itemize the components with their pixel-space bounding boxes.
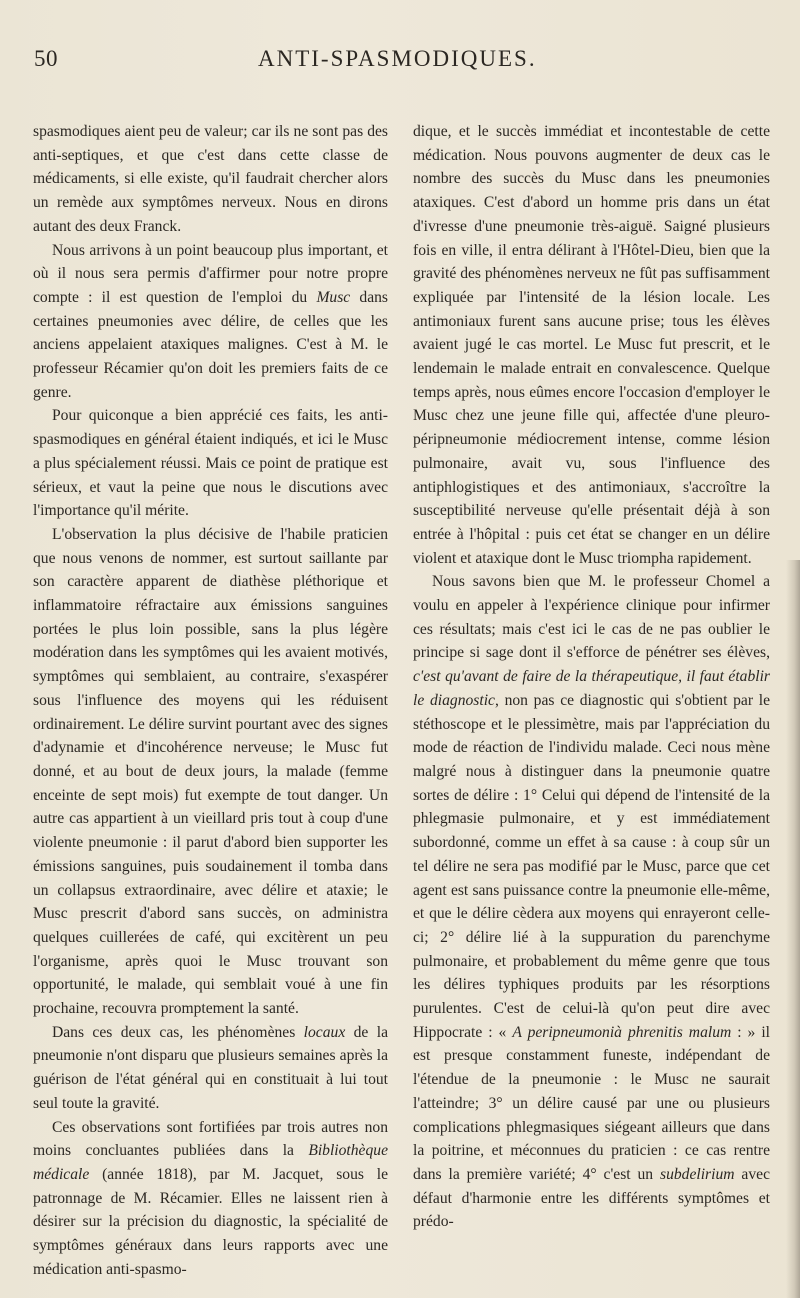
italic-latin-quote: A peripneumonià phrenitis malum <box>512 1023 732 1041</box>
paragraph <box>413 570 770 1234</box>
left-column <box>33 120 388 1281</box>
paragraph-text: Pour quiconque a bien apprécié ces faits, les anti-spasmodiques en général étaient indiqués, et ici le Musc a plus spécialement réussi. Mais ce point de pratique est sérieux, et vaut la peine que nous le discutions avec l'importance qu'il mérite. <box>33 407 388 520</box>
paragraph <box>33 523 388 1021</box>
italic-term: Musc <box>316 288 351 306</box>
paragraph <box>413 120 770 570</box>
paragraph-text: de la pneumonie n'ont disparu que plusieurs semaines après la guérison de l'état général qui en constituait à lui tout seul toute la gravité. <box>33 1023 388 1112</box>
paragraph-text: dique, et le succès immédiat et incontestable de cette médication. Nous pouvons augmenter de deux cas le nombre des succès du Musc dans les pneumonies ataxiques. C'est d'abord un homme pris dans un état d'ivresse d'une pneumonie très-aiguë. Saigné plusieurs fois en ville, il entra délirant à l'Hôtel-Dieu, bien que la gravité des phénomènes nerveux ne fût pas suffisamment expliquée par l'intensité de la lésion locale. Les antimoniaux furent sans aucune prise; tous les élèves avaient jugé le cas mortel. Le Musc fut prescrit, et le lendemain le malade entrait en convalescence. Quelque temps après, nous eûmes encore l'occasion d'employer le Musc chez une jeune fille qui, affectée d'une pleuro-péripneumonie médiocrement intense, comme lésion pulmonaire, avait vu, sous l'influence des antiphlogistiques et des antimoniaux, s'accroître la susceptibilité nerveuse qu'elle présentait déjà à son entrée à l'hôpital : puis cet état se changer en un délire violent et ataxique dont le Musc triompha rapidement. <box>413 123 770 567</box>
paragraph <box>33 1116 388 1282</box>
paragraph-text: avec défaut d'harmonie entre les différents symptômes et prédo- <box>413 1165 770 1231</box>
paragraph <box>33 404 388 523</box>
running-title: ANTI-SPASMODIQUES. <box>258 46 537 71</box>
paragraph-text: , non pas ce diagnostic qui s'obtient par le stéthoscope et le plessimètre, mais par l'appréciation du mode de réaction de l'individu malade. Ceci nous mène malgré nous à distinguer dans la pneumonie quatre sortes de délire : 1° Celui qui dépend de l'intensité de la phlegmasie pulmonaire, et y est immédiatement subordonné, comme un effet à sa cause : à coup sûr un tel délire ne sera pas modifié par le Musc, parce que cet agent est sans puissance contre la pneumonie elle-même, et que le délire cèdera aux moyens qui enrayeront celle-ci; 2° délire lié à la suppuration du parenchyme pulmonaire, et probablement du même genre que tous les délires typhiques produits par les résorptions purulentes. C'est de celui-là qu'on peut dire avec Hippocrate : « <box>413 691 771 1041</box>
paragraph-text: Dans ces deux cas, les phénomènes <box>52 1023 304 1041</box>
italic-term: locaux <box>303 1023 346 1041</box>
paragraph-text: dans certaines pneumonies avec délire, de celles que les anciens appelaient ataxiques malignes. C'est à M. le professeur Récamier qu'on doit les premiers faits de ce genre. <box>33 288 389 401</box>
paragraph-text: Ces observations sont fortifiées par trois autres non moins concluantes publiées dans la <box>33 1118 388 1160</box>
italic-term: subdelirium <box>660 1165 735 1183</box>
paragraph <box>33 239 388 405</box>
italic-title: Bibliothèque médicale <box>33 1142 388 1183</box>
italic-quote: c'est qu'avant de faire de la thérapeutique, il faut établir le diagnostic <box>413 668 770 709</box>
paragraph <box>33 120 388 239</box>
right-column <box>413 120 770 1234</box>
paragraph-text: spasmodiques aient peu de valeur; car ils ne sont pas des anti-septiques, et que c'est dans cette classe de médicaments, si elle existe, qu'il faudrait chercher alors un remède aux symptômes nerveux. Nous en dirons autant des deux Franck. <box>33 123 388 235</box>
paragraph-text: (année 1818), par M. Jacquet, sous le patronnage de M. Récamier. Elles ne laissent rien à désirer sur la précision du diagnostic, la spécialité de symptômes généraux dans leurs rapports avec une médication anti-spasmo- <box>33 1165 388 1278</box>
paragraph-text: Nous savons bien que M. le professeur Chomel a voulu en appeler à l'expérience clinique pour infirmer ces résultats; mais c'est ici le cas de ne pas oublier le principe si sage dont il s'efforce de pénétrer ses élèves, <box>413 573 770 662</box>
page-number: 50 <box>34 46 58 71</box>
paragraph-text: : » il est presque constamment funeste, indépendant de l'étendue de la pneumonie : le Musc ne saurait l'atteindre; 3° un délire causé par une ou plusieurs complications phlegmasiques siégeant ailleurs que dans la poitrine, et méconnues du praticien : ce cas rentre dans la première variété; 4° c'est un <box>413 1023 770 1183</box>
paragraph-text: L'observation la plus décisive de l'habile praticien que nous venons de nommer, est surtout saillante par son caractère apparent de diathèse pléthorique et inflammatoire réfractaire aux émissions sanguines portées le plus loin possible, sans la plus légère modération dans les symptômes qui les avaient motivés, symptômes qui semblaient, au contraire, s'exaspérer sous l'influence des moyens qui les réduisent ordinairement. Le délire survint pourtant avec des signes d'adynamie et d'incohérence nerveuse; le Musc fut donné, et au bout de deux jours, la malade (femme enceinte de sept mois) fut exempte de tout danger. Un autre cas appartient à un vieillard pris tout à coup d'une violente pneumonie : il parut d'abord bien supporter les émissions sanguines, puis soudainement il tomba dans un collapsus extraordinaire, avec délire et ataxie; le Musc prescrit d'abord sans succès, on administra quelques cuillerées de café, qui excitèrent un peu l'organisme, après quoi le Musc trouvant son opportunité, le malade, qui semblait voué à une fin prochaine, recouvra promptement la santé. <box>33 525 388 1018</box>
running-head <box>0 46 800 76</box>
page-edge-shadow <box>786 560 800 1298</box>
paragraph-text: Nous arrivons à un point beaucoup plus important, et où il nous sera permis d'affirmer pour notre propre compte : il est question de l'emploi du <box>33 241 388 306</box>
paragraph <box>33 1021 388 1116</box>
